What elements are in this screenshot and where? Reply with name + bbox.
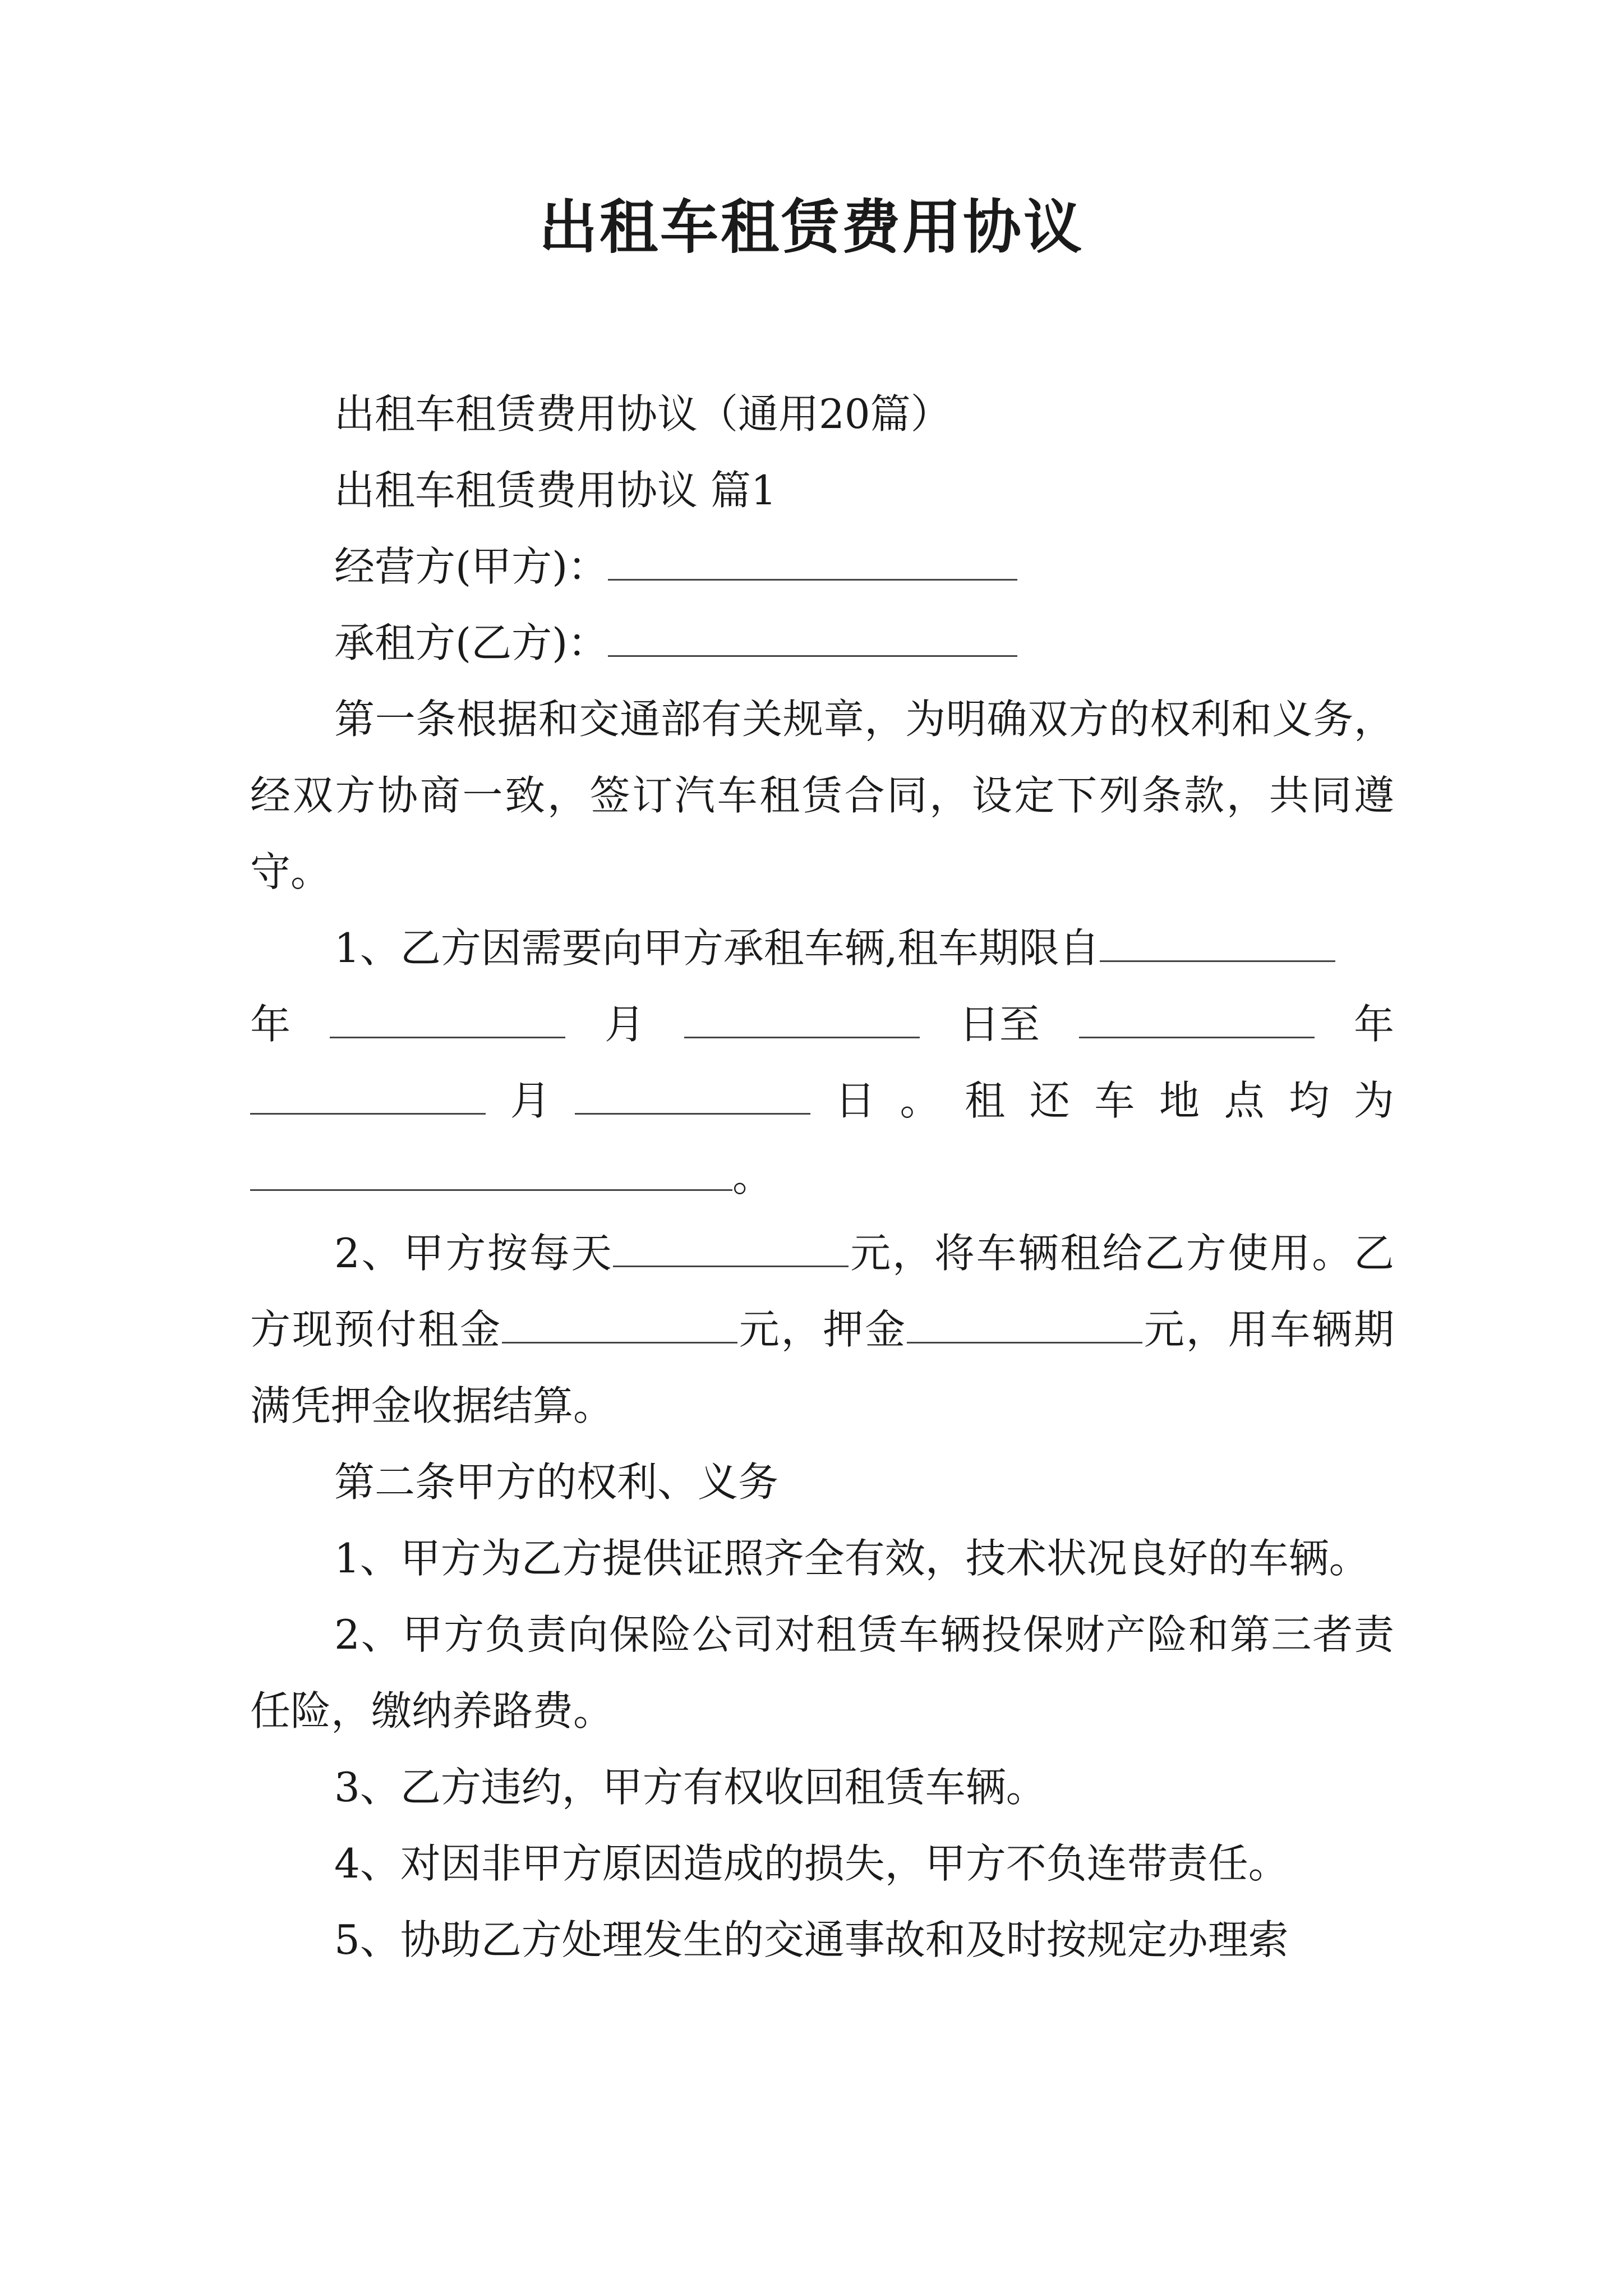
char: 地 [1159, 1077, 1200, 1124]
article2-item: 4、对因非甲方原因造成的损失，甲方不负连带责任。 [334, 1840, 1289, 1887]
start-blank [1100, 923, 1335, 962]
article2-item: 1、甲方为乙方提供证照齐全有效，技术状况良好的车辆。 [334, 1535, 1370, 1582]
document-body [250, 376, 1394, 1978]
char: 为 [1353, 1077, 1394, 1124]
document-subtitle: 出租车租赁费用协议（通用20篇） [334, 390, 951, 438]
clause-1-1-line4 [250, 1139, 1394, 1215]
party-b-label: 承租方(乙方)： [334, 619, 608, 666]
article2-item: 3、乙方违约，甲方有权收回租赁车辆。 [334, 1764, 1046, 1811]
settlement-text: 元，用车辆期满凭押金收据结算。 [250, 1306, 1394, 1429]
party-b-blank [608, 618, 1017, 657]
party-a-blank [608, 542, 1017, 581]
daily-rate-blank [613, 1228, 849, 1267]
month1-label: 月 [604, 1001, 645, 1048]
party-a-line [250, 528, 1394, 605]
year2-label: 年 [1353, 1001, 1394, 1048]
party-a-label: 经营方(甲方)： [334, 543, 608, 590]
deposit-blank [907, 1305, 1142, 1343]
clause-1-1-lead: 1、乙方因需要向甲方承租车辆,租车期限自 [334, 924, 1100, 972]
month1-blank [684, 1000, 920, 1038]
article2-item: 2、甲方负责向保险公司对租赁车辆投保财产险和第三者责任险，缴纳养路费。 [250, 1611, 1394, 1734]
clause-1-1-line2 [250, 986, 1394, 1062]
day2-label: 日 [834, 1077, 875, 1124]
article2-heading: 第二条甲方的权利、义务 [334, 1458, 779, 1506]
month2-label: 月 [510, 1077, 551, 1124]
prepaid-blank [502, 1305, 737, 1343]
char: 点 [1224, 1077, 1265, 1124]
location-blank [250, 1152, 732, 1191]
deposit-label: 元，押金 [737, 1306, 907, 1353]
day1-to-label: 日至 [958, 1001, 1040, 1048]
year2-blank [250, 1076, 486, 1115]
month2-blank [575, 1076, 810, 1115]
year1-blank [330, 1000, 565, 1038]
day1-blank [1079, 1000, 1315, 1038]
article1-intro: 第一条根据和交通部有关规章，为明确双方的权利和义务，经双方协商一致，签订汽车租赁合同，设定下列条款，共同遵守。 [250, 696, 1394, 895]
clause-1-1-line1 [250, 910, 1394, 986]
daily-rate-label: 2、甲方按每天 [334, 1230, 614, 1277]
char: 租 [965, 1077, 1006, 1124]
end-mark: 。 [732, 1153, 773, 1200]
article2-item: 5、协助乙方处理发生的交通事故和及时按规定办理索 [334, 1916, 1289, 1963]
prepaid-label: 元，将车辆租给乙方使用。乙方现预付租金 [250, 1230, 1394, 1353]
char: 车 [1094, 1077, 1135, 1124]
year1-label: 年 [250, 1001, 291, 1048]
clause-1-2 [250, 1215, 1394, 1444]
clause-1-1-line3 [250, 1062, 1394, 1139]
char: 均 [1289, 1077, 1330, 1124]
part-heading: 出租车租赁费用协议 篇1 [334, 467, 777, 514]
char: 还 [1029, 1077, 1070, 1124]
period-mark: 。 [900, 1077, 940, 1124]
document-title: 出租车租赁费用协议 [538, 192, 1084, 261]
party-b-line [250, 605, 1394, 681]
